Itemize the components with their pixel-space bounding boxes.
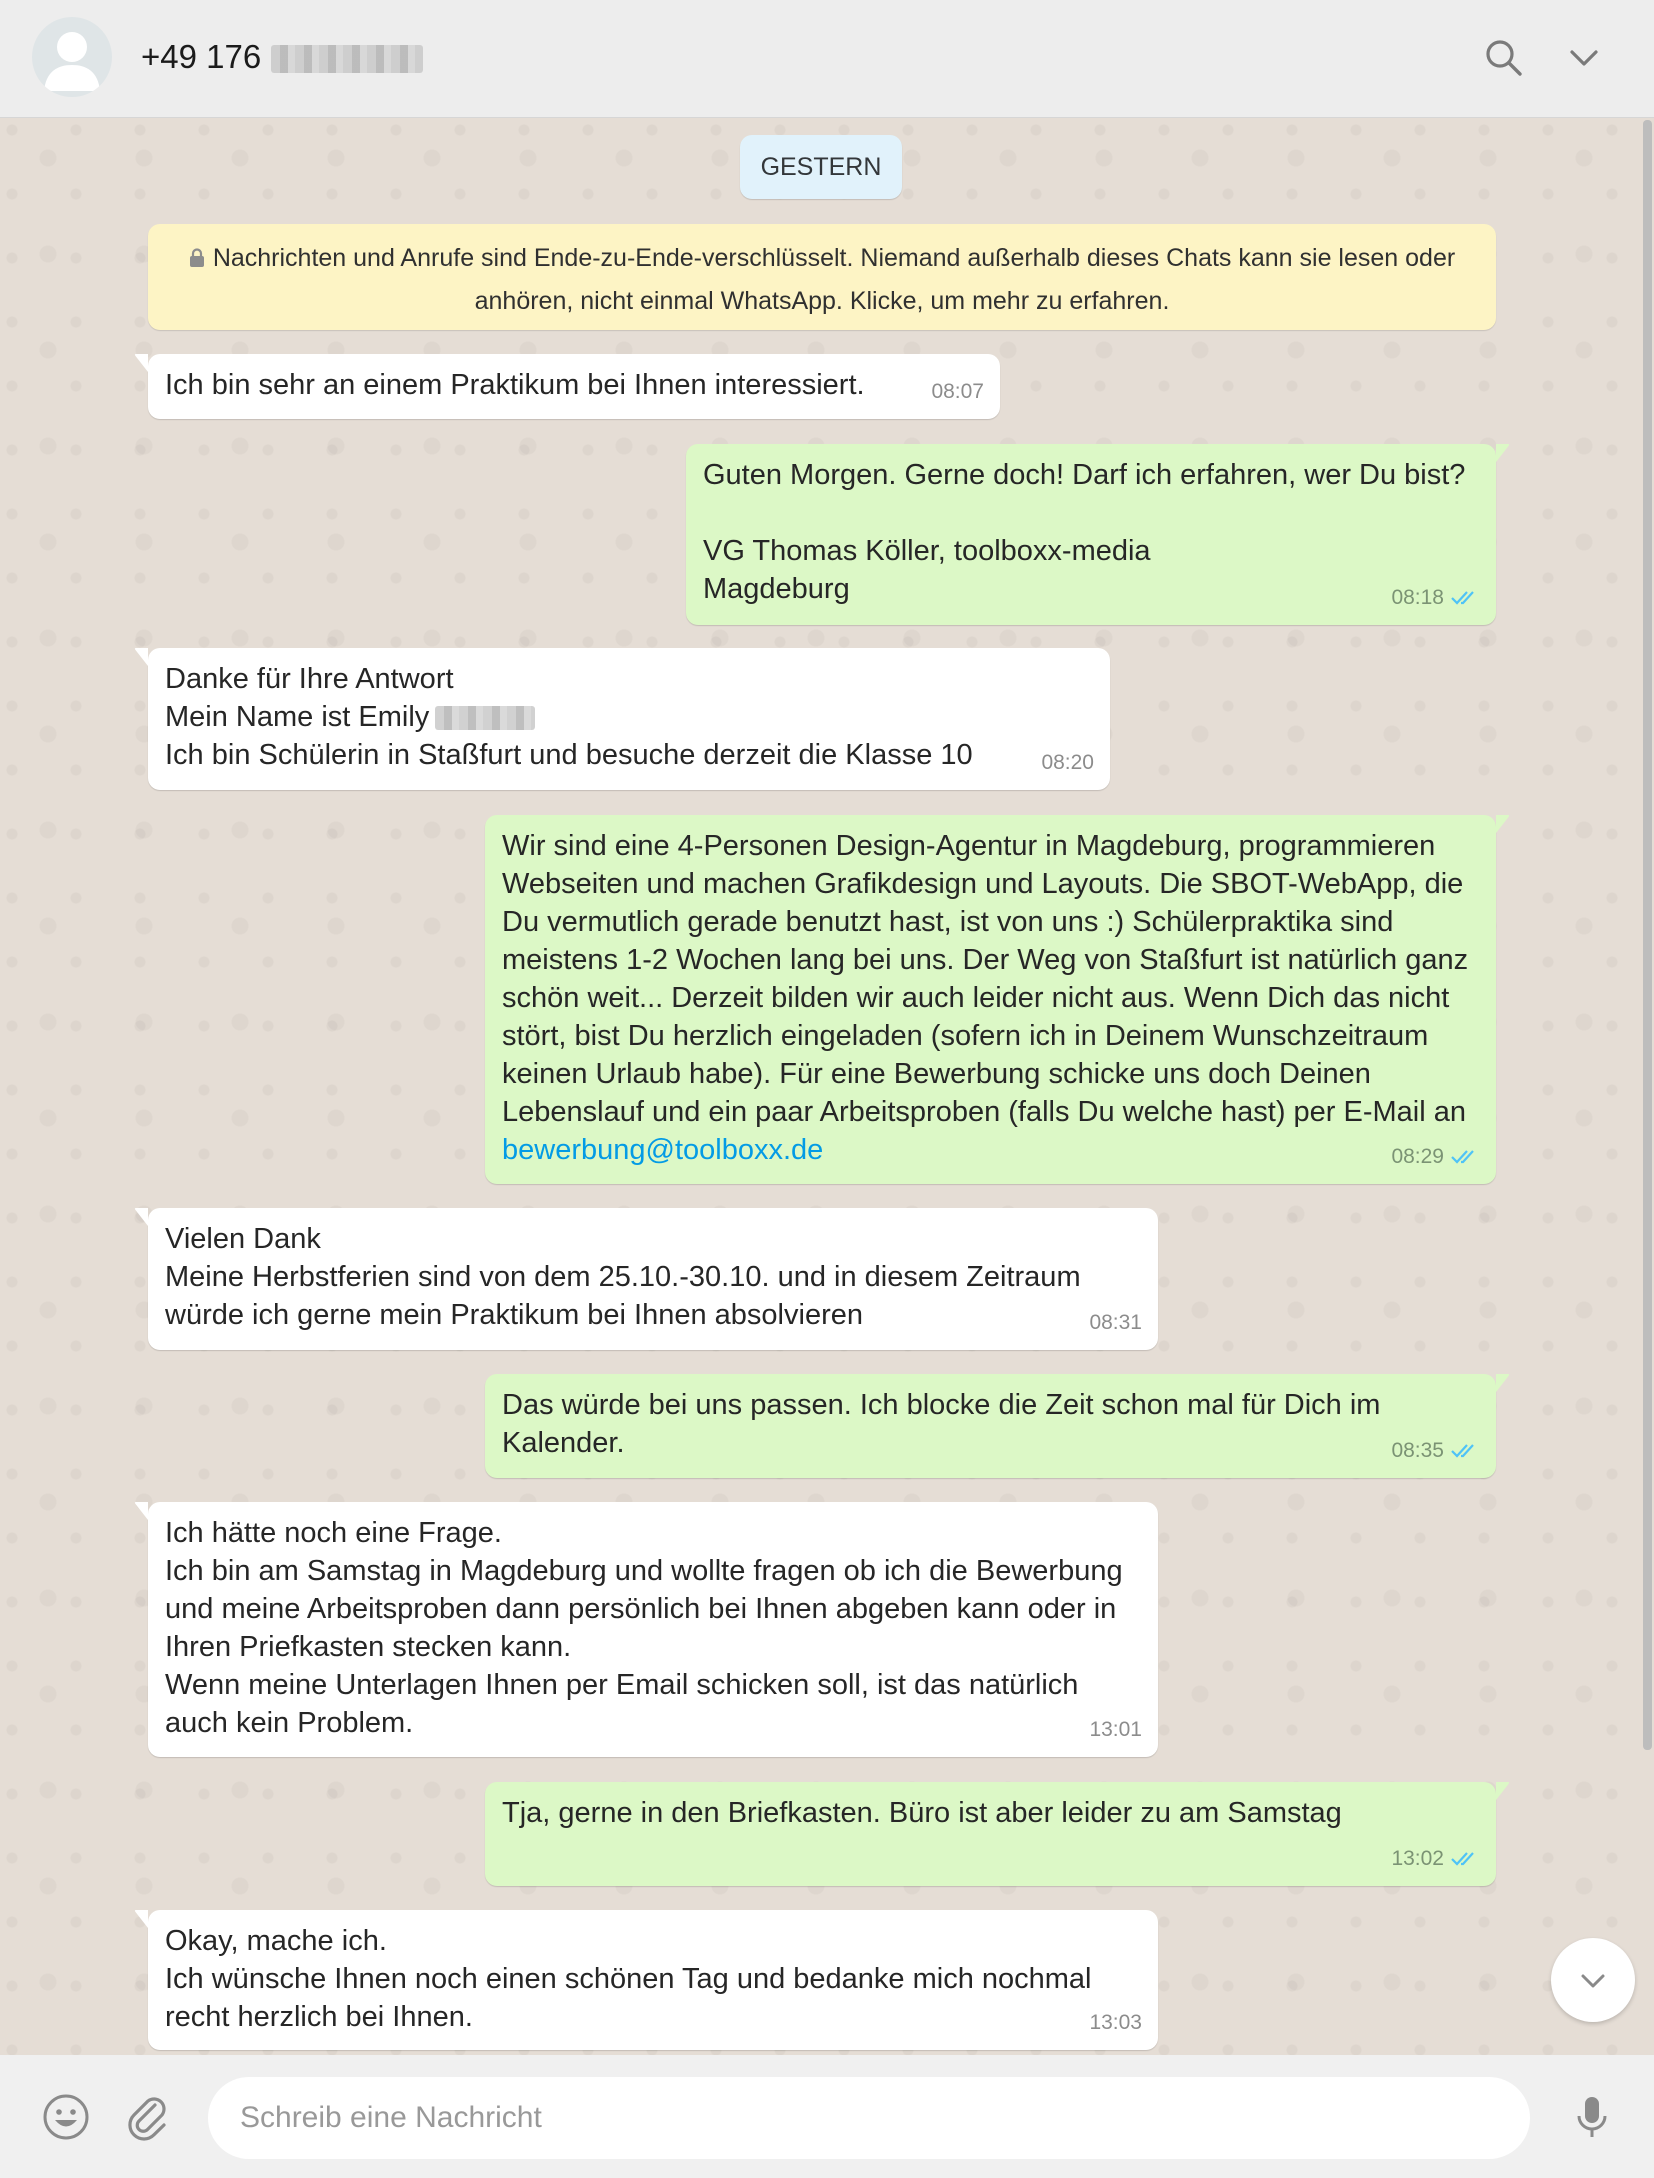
message-outgoing[interactable] [485, 1374, 1496, 1478]
message-meta [931, 373, 984, 411]
message-time: 13:03 [1089, 2011, 1142, 2034]
bubble-tail [134, 354, 148, 374]
message-incoming[interactable] [148, 354, 1000, 419]
message-outgoing[interactable] [686, 444, 1496, 625]
chat-header [0, 0, 1654, 118]
chevron-down-icon[interactable] [1562, 36, 1606, 80]
message-incoming[interactable] [148, 1208, 1158, 1350]
message-incoming[interactable] [148, 648, 1110, 790]
read-ticks-icon [1450, 589, 1480, 607]
message-meta [1089, 1304, 1142, 1342]
scroll-to-bottom-button[interactable] [1551, 1938, 1635, 2022]
contact-number: +49 176 [141, 38, 262, 75]
message-text: Okay, mache ich. Ich wünsche Ihnen noch einen schönen Tag und bedanke mich nochmal recht herzlich bei Ihnen. [165, 1925, 1092, 2033]
search-icon[interactable] [1482, 36, 1526, 80]
contact-name[interactable] [141, 38, 423, 76]
date-separator: GESTERN [740, 135, 902, 199]
message-meta [1391, 1840, 1480, 1878]
message-time: 08:35 [1391, 1439, 1444, 1462]
avatar[interactable] [32, 17, 112, 97]
message-line: Mein Name ist Emily [165, 701, 430, 733]
lock-icon [189, 240, 205, 281]
message-time: 13:02 [1391, 1847, 1444, 1870]
message-line: Ich bin Schülerin in Staßfurt und besuche derzeit die Klasse 10 [165, 739, 973, 771]
message-meta [1391, 1432, 1480, 1470]
paperclip-icon[interactable] [122, 2091, 174, 2143]
message-time: 08:31 [1089, 1311, 1142, 1334]
read-ticks-icon [1450, 1442, 1480, 1460]
read-ticks-icon [1450, 1148, 1480, 1166]
encryption-notice-text: Nachrichten und Anrufe sind Ende-zu-Ende-verschlüsselt. Niemand außerhalb dieses Chats kann sie lesen oder anhören, nicht einmal WhatsApp. Klicke, um mehr zu erfahren. [212, 244, 1456, 315]
message-meta [1089, 2004, 1142, 2042]
bubble-tail [1496, 1782, 1510, 1802]
read-ticks-icon [1450, 1850, 1480, 1868]
message-time: 08:29 [1391, 1145, 1444, 1168]
message-time: 08:07 [931, 380, 984, 403]
message-input[interactable] [208, 2077, 1530, 2159]
chevron-down-icon [1551, 1938, 1635, 2022]
bubble-tail [1496, 444, 1510, 464]
message-meta [1041, 744, 1094, 782]
message-incoming[interactable] [148, 1910, 1158, 2050]
message-text [502, 827, 1484, 1169]
message-text: Das würde bei uns passen. Ich blocke die Zeit schon mal für Dich im Kalender. [502, 1389, 1389, 1459]
email-link[interactable]: bewerbung@toolboxx.de [502, 1134, 824, 1166]
bubble-tail [1496, 815, 1510, 835]
message-meta [1391, 579, 1480, 617]
message-text: Vielen Dank Meine Herbstferien sind von dem 25.10.-30.10. und in diesem Zeitraum würde ich gerne mein Praktikum bei Ihnen absolvieren [165, 1223, 1081, 1331]
message-text: Tja, gerne in den Briefkasten. Büro ist aber leider zu am Samstag [502, 1797, 1342, 1829]
bubble-tail [134, 1208, 148, 1228]
emoji-icon[interactable] [40, 2091, 92, 2143]
bubble-tail [1496, 1374, 1510, 1394]
bubble-tail [134, 1502, 148, 1522]
redacted-surname-block [435, 706, 535, 730]
message-line: Danke für Ihre Antwort [165, 663, 454, 695]
bubble-tail [134, 1910, 148, 1930]
message-text [165, 660, 1093, 774]
message-meta [1089, 1711, 1142, 1749]
message-time: 13:01 [1089, 1718, 1142, 1741]
default-avatar-icon [32, 17, 112, 97]
message-outgoing[interactable] [485, 1782, 1496, 1886]
message-incoming[interactable] [148, 1502, 1158, 1757]
message-meta [1391, 1138, 1480, 1176]
message-outgoing[interactable] [485, 815, 1496, 1184]
message-time: 08:18 [1391, 586, 1444, 609]
microphone-icon[interactable] [1566, 2091, 1618, 2143]
message-body: Wir sind eine 4-Personen Design-Agentur in Magdeburg, programmieren Webseiten und machen Grafikdesign und Layouts. Die SBOT-WebApp, die Du vermutlich gerade benutzt hast, ist von uns :) Schülerpraktika sind meistens 1-2 Wochen lang bei uns. Der Weg von Staßfurt ist natürlich ganz schön weit... Derzeit bilden wir auch leider nicht aus. Wenn Dich das nicht stört, bist Du herzlich eingeladen (sofern ich in Deinem Wunschzeitraum keinen Urlaub habe). Für eine Bewerbung schicke uns doch Deinen Lebenslauf und ein paar Arbeitsproben (falls Du welche hast) per E-Mail an [502, 830, 1477, 1128]
message-text: Ich hätte noch eine Frage. Ich bin am Samstag in Magdeburg und wollte fragen ob ich die Bewerbung und meine Arbeitsproben dann persönlich bei Ihnen abgeben kann oder in Ihren Priefkasten stecken kann. Wenn meine Unterlagen Ihnen per Email schicken soll, ist das natürlich auch kein Problem. [165, 1517, 1123, 1739]
bubble-tail [134, 648, 148, 668]
composer-bar [0, 2055, 1654, 2178]
scrollbar-thumb[interactable] [1643, 120, 1652, 1750]
encryption-notice[interactable] [148, 224, 1496, 330]
message-text: Guten Morgen. Gerne doch! Darf ich erfahren, wer Du bist? VG Thomas Köller, toolboxx-media Magdeburg [703, 459, 1466, 605]
message-time: 08:20 [1041, 751, 1094, 774]
message-text: Ich bin sehr an einem Praktikum bei Ihnen interessiert. [165, 369, 865, 401]
redacted-number-block [271, 45, 423, 73]
